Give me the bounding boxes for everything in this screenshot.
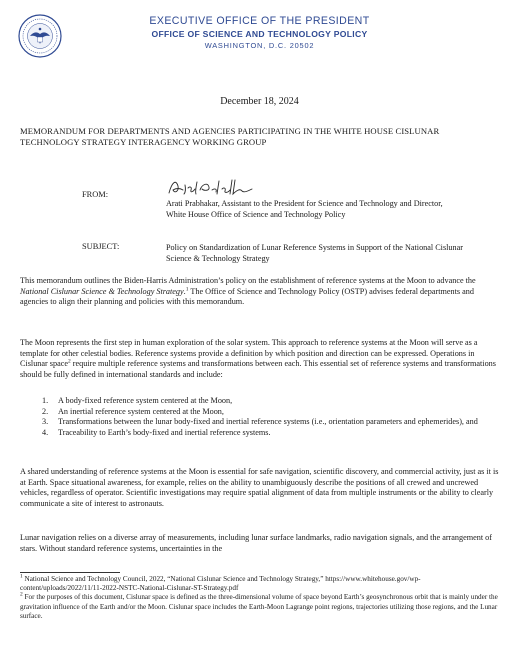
memo-recipients: MEMORANDUM FOR DEPARTMENTS AND AGENCIES PARTICIPATING IN THE WHITE HOUSE CISLUNAR TECHNOLOGY STRATEGY INTERAGENCY WORKING GROUP bbox=[20, 126, 440, 147]
from-label: FROM: bbox=[82, 190, 109, 199]
list-item-number: 3. bbox=[42, 417, 49, 427]
paragraph-intro-text-a: This memorandum outlines the Biden-Harris Administration’s policy on the establishment of reference systems at the Moon to advance the bbox=[20, 276, 476, 285]
signature-image bbox=[166, 176, 256, 198]
strategy-title: National Cislunar Science & Technology Strategy bbox=[20, 286, 184, 296]
letterhead-agency: EXECUTIVE OFFICE OF THE PRESIDENT bbox=[149, 15, 370, 27]
list-item-text: An inertial reference system centered at the Moon, bbox=[58, 406, 224, 416]
list-item-number: 2. bbox=[42, 406, 49, 416]
list-item-text: Traceability to Earth’s body-fixed and inertial reference systems. bbox=[58, 427, 271, 437]
footnote-2-text: For the purposes of this document, Cislunar space is defined as the three-dimensional volume of space beyond Earth’s geosynchronous orbit that is mainly under the gravitation influence of the Earth and/or the Moon. Cislunar space includes the Earth-Moon Lagrange point regions, trajectories utilizing those regions, and the Lunar surface. bbox=[20, 593, 498, 620]
list-item bbox=[42, 407, 489, 418]
paragraph-shared-understanding: A shared understanding of reference systems at the Moon is essential for safe navigation, scientific discovery, and commercial activity, just as it is at Earth. Space situational awareness, for example, relies on the ability to unambiguously describe the positions of all crewed and uncrewed vehicles, regardless of operator. Scientific investigations may require spatial alignment of data from multiple instruments or the ability to clearly communicate a site of interest to astronauts. bbox=[20, 467, 499, 508]
footnote-divider bbox=[20, 572, 120, 573]
footnote-1-mark: 1 bbox=[20, 573, 23, 580]
footnote-2-mark: 2 bbox=[20, 592, 23, 599]
list-item bbox=[42, 417, 489, 428]
paragraph-intro: This memorandum outlines the Biden-Harris Administration’s policy on the establishment of reference systems at the Moon to advance the National Cislunar Science & Technology Strategy.$^1$ The Office of Science and Technology Policy (OSTP) advises federal departments and agencies to align their planning and policies with this memorandum. bbox=[20, 276, 476, 307]
footnote-2 bbox=[20, 593, 501, 621]
letterhead bbox=[0, 15, 519, 51]
list-item bbox=[42, 428, 489, 439]
footnote-1-text: National Science and Technology Council, 2022, “National Cislunar Science and Technology Strategy,” https://www.whitehouse.gov/wp-content/uploads/2022/11/11-2022-NSTC-National-Cislunar-ST-Strategy.pdf bbox=[20, 575, 421, 593]
list-item-number: 4. bbox=[42, 427, 49, 437]
paragraph-moon bbox=[20, 338, 501, 380]
subject-text: Policy on Standardization of Lunar Reference Systems in Support of the National Cislunar Science & Technology Strategy bbox=[166, 243, 463, 263]
paragraph-moon-text-a: The Moon represents the first step in human exploration of the solar system. This approach to reference systems at the Moon will serve as a template for other celestial bodies. Reference systems provide a definition by which position and direction can be expressed. Operations in Cislunar space bbox=[20, 338, 478, 369]
reference-system-list bbox=[42, 396, 489, 438]
from-name-title: Arati Prabhakar, Assistant to the President for Science and Technology and Director, White House Office of Science and Technology Policy bbox=[166, 199, 443, 219]
list-item-text: Transformations between the lunar body-fixed and inertial reference systems (i.e., orientation parameters and ephemerides), and bbox=[58, 417, 478, 427]
paragraph-moon-text-b: require multiple reference systems and transformations between each. This essential set of reference systems and transformations should be fully defined in international standards and include: bbox=[20, 359, 496, 379]
footnote-1 bbox=[20, 575, 501, 593]
footnotes bbox=[20, 575, 501, 621]
memo-date: December 18, 2024 bbox=[220, 96, 299, 107]
paragraph-lunar-navigation: Lunar navigation relies on a diverse array of measurements, including lunar surface landmarks, radio navigation signals, and the arrangement of stars. Without standard reference systems, uncertainties in the bbox=[20, 533, 492, 553]
subject-label: SUBJECT: bbox=[82, 242, 120, 251]
footnote-ref-1: 1 bbox=[185, 285, 189, 292]
paragraph-intro-text-b: The Office of Science and Technology Policy (OSTP) advises federal departments and agencies to align their planning and policies with this memorandum. bbox=[20, 286, 474, 307]
list-item-number: 1. bbox=[42, 396, 49, 405]
footnote-ref-2: 2 bbox=[67, 358, 71, 365]
letterhead-address: WASHINGTON, D.C. 20502 bbox=[204, 41, 315, 50]
letterhead-office: OFFICE OF SCIENCE AND TECHNOLOGY POLICY bbox=[151, 29, 368, 39]
list-item bbox=[42, 396, 489, 407]
list-item-text: A body-fixed reference system centered at the Moon, bbox=[58, 396, 233, 405]
